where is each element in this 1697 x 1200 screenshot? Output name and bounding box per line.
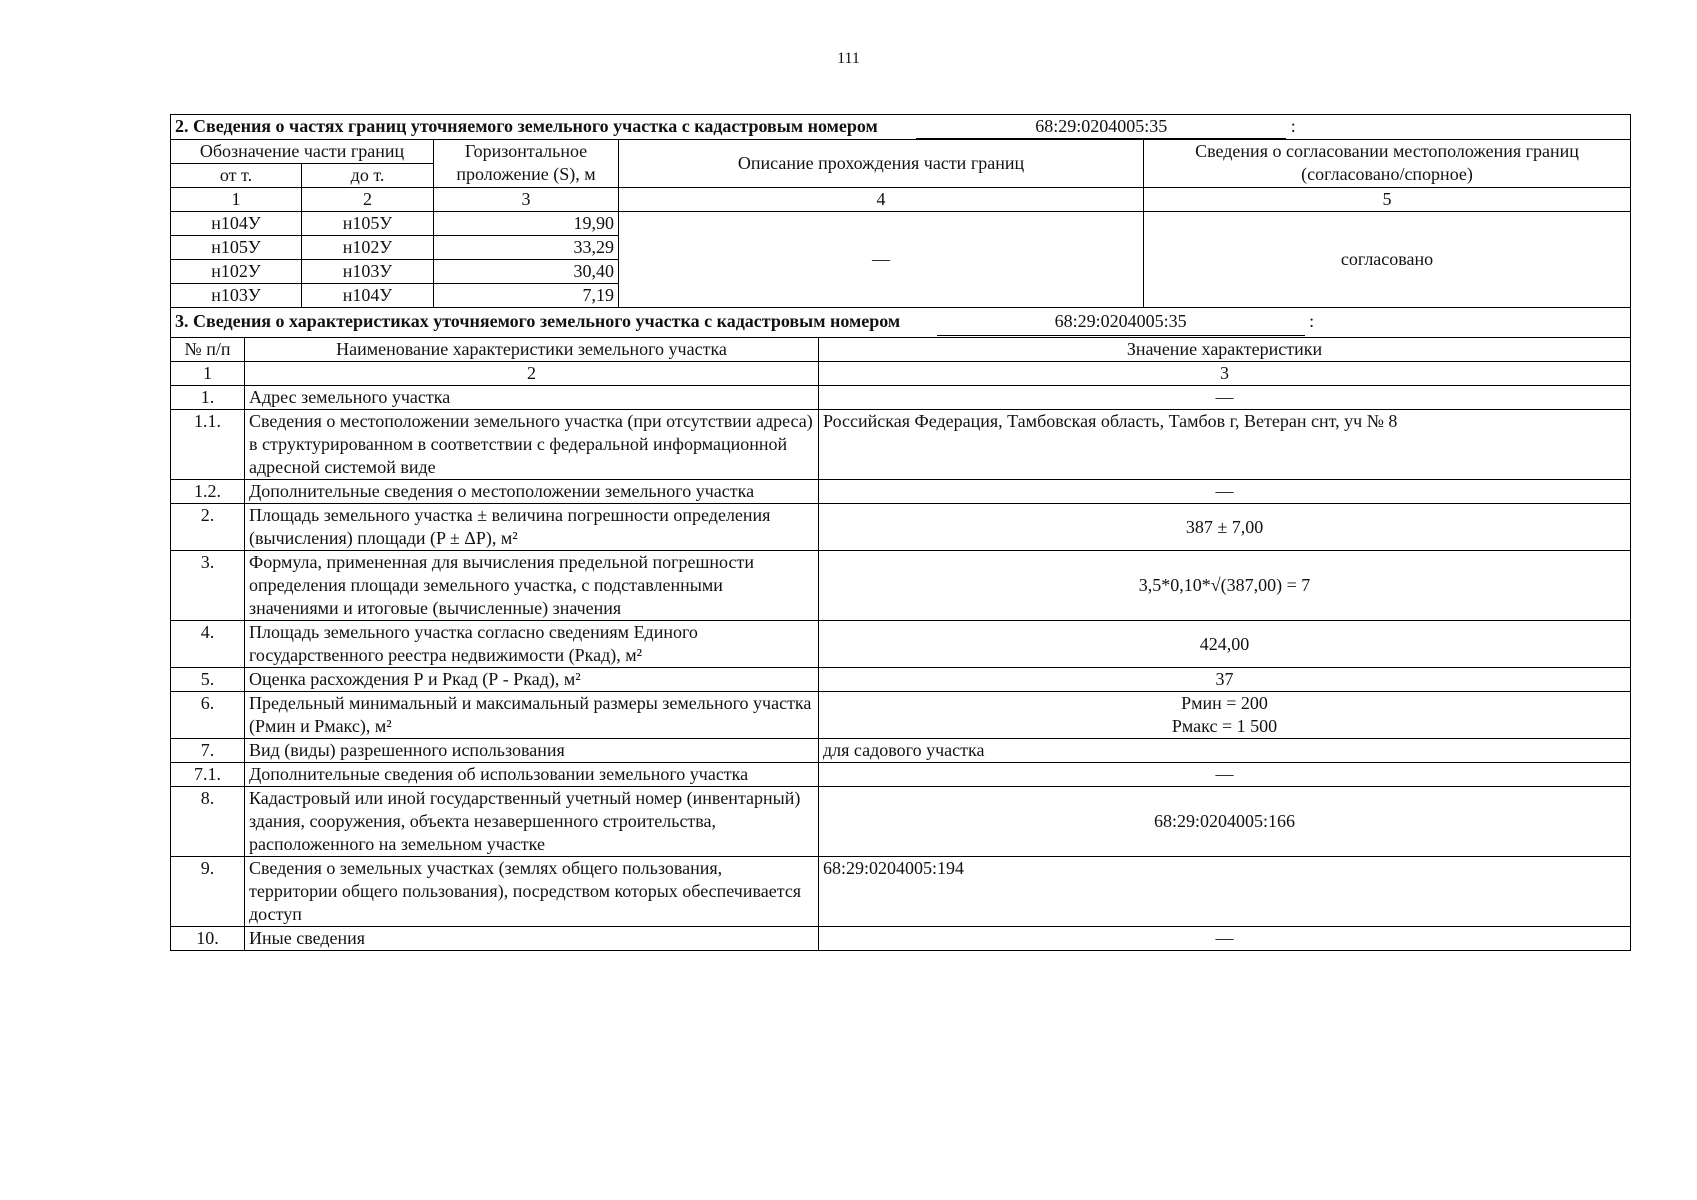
table-row <box>171 551 1631 621</box>
section2-cadastral-number: 68:29:0204005:35 <box>916 115 1286 139</box>
length-cell: 30,40 <box>434 260 619 284</box>
row-number: 7.1. <box>171 763 245 787</box>
table-row <box>171 410 1631 480</box>
characteristic-name: Сведения о местоположении земельного участка (при отсутствии адреса) в структурированном в соответствии с федеральной информационной адресной системой виде <box>245 410 819 480</box>
characteristic-value: Российская Федерация, Тамбовская область, Тамбов г, Ветеран снт, уч № 8 <box>819 410 1631 480</box>
characteristic-value: 68:29:0204005:194 <box>819 857 1631 927</box>
col-number: 3 <box>819 362 1631 386</box>
from-point-cell: н102У <box>171 260 302 284</box>
from-point-cell: н105У <box>171 236 302 260</box>
characteristic-name: Адрес земельного участка <box>245 386 819 410</box>
row-number: 5. <box>171 668 245 692</box>
col-number: 3 <box>434 188 619 212</box>
header-part-designation: Обозначение части границ <box>171 140 434 164</box>
characteristic-name: Предельный минимальный и максимальный размеры земельного участка (Рмин и Рмакс), м² <box>245 692 819 739</box>
from-point-cell: н103У <box>171 284 302 308</box>
table-row <box>171 787 1631 857</box>
characteristic-name: Площадь земельного участка согласно сведениям Единого государственного реестра недвижимости (Ркад), м² <box>245 621 819 668</box>
table-row <box>171 386 1631 410</box>
section2-title: 2. Сведения о частях границ уточняемого земельного участка с кадастровым номером <box>175 116 878 136</box>
characteristic-value: для садового участка <box>819 739 1631 763</box>
characteristic-name: Оценка расхождения Р и Ркад (Р - Ркад), м² <box>245 668 819 692</box>
characteristic-value: — <box>819 386 1631 410</box>
characteristic-value: — <box>819 480 1631 504</box>
table-row <box>171 739 1631 763</box>
characteristic-name: Сведения о земельных участках (землях общего пользования, территории общего пользования), посредством которых обеспечивается доступ <box>245 857 819 927</box>
characteristic-name: Вид (виды) разрешенного использования <box>245 739 819 763</box>
table-row <box>171 692 1631 739</box>
header-name: Наименование характеристики земельного участка <box>245 338 819 362</box>
row-number: 9. <box>171 857 245 927</box>
characteristic-name: Кадастровый или иной государственный учетный номер (инвентарный) здания, сооружения, объекта незавершенного строительства, расположенного на земельном участке <box>245 787 819 857</box>
header-to-point: до т. <box>302 164 434 188</box>
characteristics-table <box>170 307 1631 951</box>
characteristic-name: Иные сведения <box>245 927 819 951</box>
table-row <box>171 763 1631 787</box>
description-cell: — <box>619 212 1144 308</box>
header-description: Описание прохождения части границ <box>619 140 1144 188</box>
row-number: 1. <box>171 386 245 410</box>
characteristic-name: Формула, примененная для вычисления предельной погрешности определения площади земельного участка, с подставленными значениями и итоговые (вычисленные) значения <box>245 551 819 621</box>
boundary-parts-table <box>170 114 1631 308</box>
to-point-cell: н102У <box>302 236 434 260</box>
row-number: 8. <box>171 787 245 857</box>
from-point-cell: н104У <box>171 212 302 236</box>
row-number: 1.1. <box>171 410 245 480</box>
row-number: 10. <box>171 927 245 951</box>
to-point-cell: н103У <box>302 260 434 284</box>
characteristic-value: 3,5*0,10*√(387,00) = 7 <box>819 551 1631 621</box>
section3-colon: : <box>1309 311 1315 331</box>
table-row <box>171 857 1631 927</box>
col-number: 5 <box>1144 188 1631 212</box>
col-number: 1 <box>171 188 302 212</box>
header-agreement: Сведения о согласовании местоположения границ (согласовано/спорное) <box>1144 140 1631 188</box>
row-number: 4. <box>171 621 245 668</box>
characteristic-value: 37 <box>819 668 1631 692</box>
header-horizontal-length: Горизонтальное проложение (S), м <box>434 140 619 188</box>
characteristic-value: 424,00 <box>819 621 1631 668</box>
characteristic-name: Дополнительные сведения о местоположении земельного участка <box>245 480 819 504</box>
min-size-value: Рмин = 200 <box>1181 693 1268 713</box>
table-row <box>171 927 1631 951</box>
characteristic-value <box>819 692 1631 739</box>
table-row <box>171 212 1631 236</box>
header-value: Значение характеристики <box>819 338 1631 362</box>
table-row <box>171 668 1631 692</box>
characteristic-value: — <box>819 927 1631 951</box>
row-number: 6. <box>171 692 245 739</box>
length-cell: 19,90 <box>434 212 619 236</box>
to-point-cell: н105У <box>302 212 434 236</box>
agreement-cell: согласовано <box>1144 212 1631 308</box>
col-number: 4 <box>619 188 1144 212</box>
section2-colon: : <box>1290 116 1296 136</box>
table-row <box>171 504 1631 551</box>
length-cell: 33,29 <box>434 236 619 260</box>
section3-title: 3. Сведения о характеристиках уточняемого земельного участка с кадастровым номером <box>175 311 901 331</box>
col-number: 1 <box>171 362 245 386</box>
document-body <box>170 114 1630 951</box>
characteristic-value: 387 ± 7,00 <box>819 504 1631 551</box>
to-point-cell: н104У <box>302 284 434 308</box>
table-row <box>171 621 1631 668</box>
header-from-point: от т. <box>171 164 302 188</box>
max-size-value: Рмакс = 1 500 <box>1171 716 1278 736</box>
header-num: № п/п <box>171 338 245 362</box>
characteristic-name: Площадь земельного участка ± величина погрешности определения (вычисления) площади (P ± ΔP), м² <box>245 504 819 551</box>
length-cell: 7,19 <box>434 284 619 308</box>
row-number: 3. <box>171 551 245 621</box>
characteristic-name: Дополнительные сведения об использовании земельного участка <box>245 763 819 787</box>
col-number: 2 <box>245 362 819 386</box>
section3-cadastral-number: 68:29:0204005:35 <box>937 308 1305 336</box>
table-row <box>171 480 1631 504</box>
page-number: 111 <box>837 50 860 67</box>
row-number: 1.2. <box>171 480 245 504</box>
row-number: 2. <box>171 504 245 551</box>
col-number: 2 <box>302 188 434 212</box>
characteristic-value: 68:29:0204005:166 <box>819 787 1631 857</box>
row-number: 7. <box>171 739 245 763</box>
section3-title-row <box>171 308 1631 338</box>
characteristic-value: — <box>819 763 1631 787</box>
section2-title-row <box>171 115 1631 140</box>
